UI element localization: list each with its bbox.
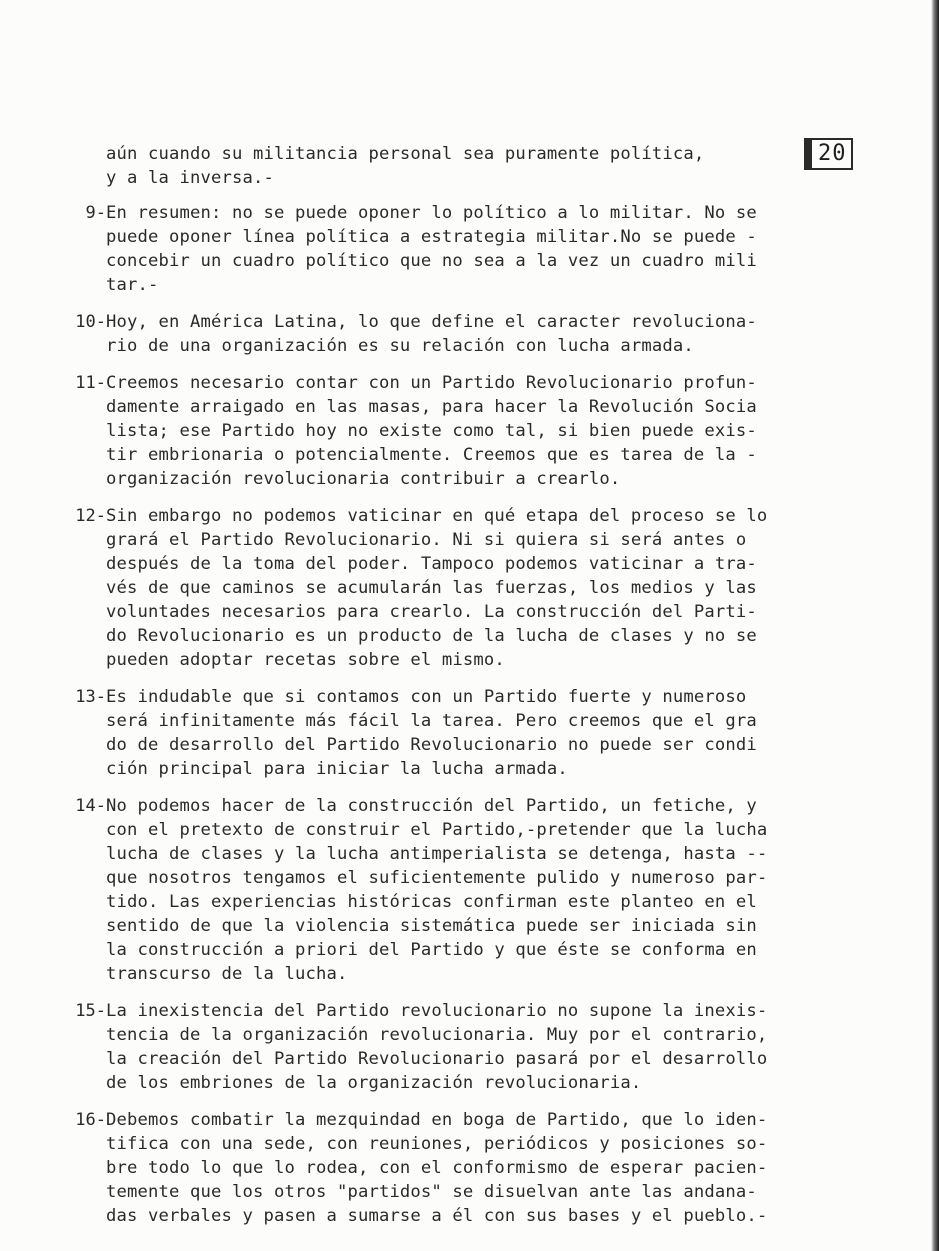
text-line: aún cuando su militancia personal sea puramente política,: [106, 144, 705, 164]
text-line: do de desarrollo del Partido Revolucionario no puede ser condi: [106, 735, 757, 755]
numbered-paragraphs: [48, 201, 868, 1228]
text-line: que nosotros tengamos el suficientemente pulido y numeroso par-: [106, 868, 768, 888]
text-line: lucha de clases y la lucha antimperialista se detenga, hasta --: [106, 844, 768, 864]
paragraph-body: [106, 201, 868, 297]
paragraph-number: 15-: [75, 1001, 106, 1021]
text-line: con el pretexto de construir el Partido,-pretender que la lucha: [106, 820, 768, 840]
paragraph-body: [106, 999, 868, 1095]
page-edge-shadow: [931, 0, 939, 1251]
paragraph-number: 9-: [85, 203, 106, 223]
numbered-paragraph: [48, 1108, 868, 1228]
text-line: do Revolucionario es un producto de la lucha de clases y no se: [106, 626, 757, 646]
paragraph-body: [106, 504, 868, 672]
paragraph-number: 13-: [75, 687, 106, 707]
text-line: La inexistencia del Partido revolucionario no supone la inexis-: [106, 1001, 768, 1021]
text-line: organización revolucionaria contribuir a crearlo.: [106, 469, 621, 489]
page-number: 20: [804, 138, 853, 170]
text-line: das verbales y pasen a sumarse a él con sus bases y el pueblo.-: [106, 1206, 768, 1226]
paragraph-number: 16-: [75, 1110, 106, 1130]
text-line: Es indudable que si contamos con un Partido fuerte y numeroso: [106, 687, 747, 707]
numbered-paragraph: [48, 999, 868, 1095]
paragraph-number: 12-: [75, 506, 106, 526]
paragraph-number: 11-: [75, 373, 106, 393]
paragraph-body: [106, 371, 868, 491]
text-line: transcurso de la lucha.: [106, 964, 348, 984]
text-line: y a la inversa.-: [106, 168, 274, 188]
text-line: tifica con una sede, con reuniones, periódicos y posiciones so-: [106, 1134, 768, 1154]
text-line: damente arraigado en las masas, para hacer la Revolución Socia: [106, 397, 757, 417]
text-line: tar.-: [106, 275, 159, 295]
text-line: tencia de la organización revolucionaria. Muy por el contrario,: [106, 1025, 768, 1045]
numbered-paragraph: [48, 794, 868, 986]
numbered-paragraph: [48, 371, 868, 491]
paragraph-body: [106, 1108, 868, 1228]
text-line: de los embriones de la organización revolucionaria.: [106, 1073, 642, 1093]
text-line: la creación del Partido Revolucionario pasará por el desarrollo: [106, 1049, 768, 1069]
paragraph-body: [106, 310, 868, 358]
numbered-paragraph: [48, 504, 868, 672]
paragraph-body: [106, 685, 868, 781]
text-line: después de la toma del poder. Tampoco podemos vaticinar a tra-: [106, 554, 757, 574]
text-line: pueden adoptar recetas sobre el mismo.: [106, 650, 505, 670]
paragraph-number: 10-: [75, 312, 106, 332]
text-line: Debemos combatir la mezquindad en boga de Partido, que lo iden-: [106, 1110, 768, 1130]
text-line: puede oponer línea política a estrategia militar.No se puede -: [106, 227, 757, 247]
text-line: vés de que caminos se acumularán las fuerzas, los medios y las: [106, 578, 757, 598]
text-line: En resumen: no se puede oponer lo político a lo militar. No se: [106, 203, 757, 223]
text-line: Creemos necesario contar con un Partido Revolucionario profun-: [106, 373, 757, 393]
text-line: temente que los otros "partidos" se disuelvan ante las andana-: [106, 1182, 757, 1202]
text-line: sentido de que la violencia sistemática puede ser iniciada sin: [106, 916, 757, 936]
text-line: rio de una organización es su relación con lucha armada.: [106, 336, 694, 356]
numbered-paragraph: [48, 310, 868, 358]
numbered-paragraph: [48, 201, 868, 297]
text-line: concebir un cuadro político que no sea a la vez un cuadro mili: [106, 251, 757, 271]
text-line: tido. Las experiencias históricas confirman este planteo en el: [106, 892, 757, 912]
paragraph-number: 14-: [75, 796, 106, 816]
text-line: bre todo lo que lo rodea, con el conformismo de esperar pacien-: [106, 1158, 768, 1178]
document-body: [48, 142, 868, 1241]
text-line: lista; ese Partido hoy no existe como tal, si bien puede exis-: [106, 421, 757, 441]
paragraph-body: [106, 794, 868, 986]
text-line: No podemos hacer de la construcción del Partido, un fetiche, y: [106, 796, 757, 816]
text-line: Hoy, en América Latina, lo que define el caracter revoluciona-: [106, 312, 757, 332]
text-line: grará el Partido Revolucionario. Ni si quiera si será antes o: [106, 530, 747, 550]
text-line: será infinitamente más fácil la tarea. Pero creemos que el gra: [106, 711, 757, 731]
text-line: ción principal para iniciar la lucha armada.: [106, 759, 568, 779]
text-line: tir embrionaria o potencialmente. Creemos que es tarea de la -: [106, 445, 757, 465]
text-line: voluntades necesarios para crearlo. La construcción del Parti-: [106, 602, 757, 622]
numbered-paragraph: [48, 685, 868, 781]
text-line: Sin embargo no podemos vaticinar en qué etapa del proceso se lo: [106, 506, 768, 526]
text-line: la construcción a priori del Partido y que éste se conforma en: [106, 940, 757, 960]
intro-paragraph: [106, 142, 868, 190]
